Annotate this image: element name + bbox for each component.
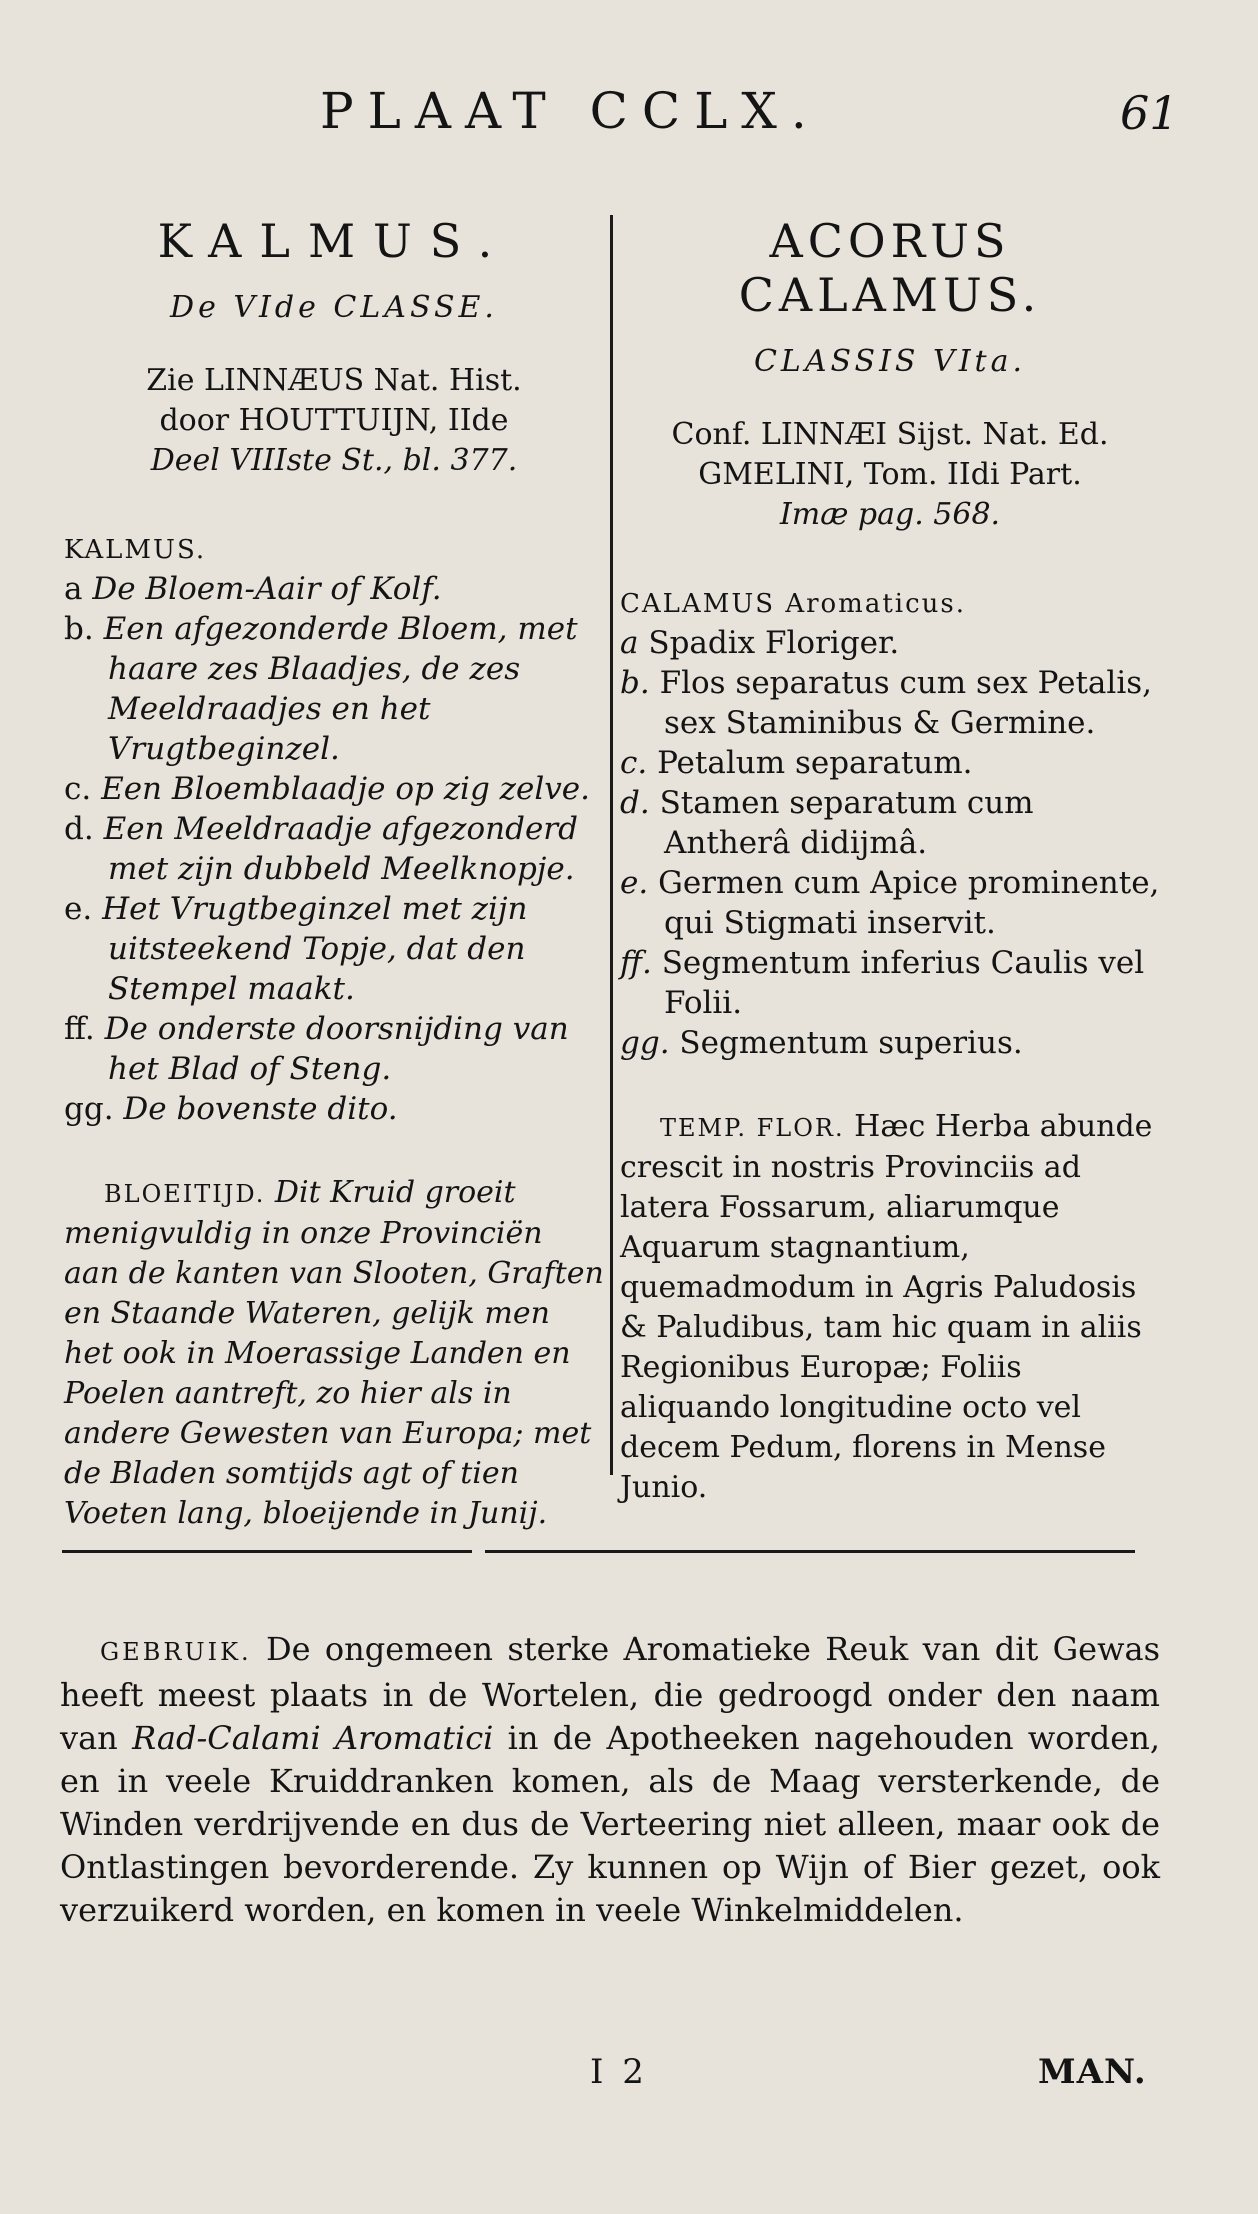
item-text: Het Vrugtbeginzel met zijn uitsteekend Topje, dat den Stempel maakt. <box>102 891 528 1007</box>
item-text: Een afgezonderde Bloem, met haare zes Blaadjes, de zes Meeldraadjes en het Vrugtbeginzel. <box>103 611 578 767</box>
item-text: Spadix Floriger. <box>648 625 900 661</box>
list-item <box>620 1023 1160 1063</box>
item-text: Een Meeldraadje afgezonderd met zijn dubbeld Meelknopje. <box>103 811 578 887</box>
list-item <box>620 663 1160 743</box>
page-number: 61 <box>1120 86 1179 140</box>
list-item <box>64 769 604 809</box>
ref-line: door HOUTTUIJN, IIde <box>159 403 509 438</box>
list-item <box>620 743 1160 783</box>
item-label: b. <box>64 611 94 647</box>
item-label: ff. <box>620 945 652 981</box>
item-label: d. <box>64 811 94 847</box>
item-text: De bovenste dito. <box>123 1091 398 1127</box>
catchword: MAN. <box>1038 2052 1147 2092</box>
usage-italic-term: Rad-Calami Aromatici <box>132 1719 494 1757</box>
ref-line: Conf. LINNÆI Sijst. Nat. Ed. <box>671 417 1109 452</box>
latin-items-heading: CALAMUS Aromaticus. <box>620 589 967 619</box>
usage-paragraph <box>60 1628 1160 1932</box>
item-label: d. <box>620 785 650 821</box>
dutch-column <box>64 200 604 1534</box>
ref-line: GMELINI, Tom. IIdi Part. <box>698 457 1082 492</box>
latin-heading: ACORUS CALAMUS. <box>738 214 1042 322</box>
dutch-reference <box>64 361 604 481</box>
item-text: Flos separatus cum sex Petalis, sex Staminibus & Germine. <box>659 665 1152 741</box>
item-text: Segmentum inferius Caulis vel Folii. <box>661 945 1145 1021</box>
item-label: e. <box>64 891 93 927</box>
latin-classe: CLASSIS VIta. <box>753 344 1027 379</box>
list-item <box>64 569 604 609</box>
item-label: c. <box>64 771 92 807</box>
item-label: a <box>64 571 83 607</box>
list-item <box>620 623 1160 663</box>
item-label: c. <box>620 745 648 781</box>
section-rule <box>485 1550 1135 1553</box>
list-item <box>620 783 1160 863</box>
item-label: b. <box>620 665 650 701</box>
usage-text: in de Apotheeken nagehouden worden, en in veele Kruiddranken komen, als de Maag versterkende, de Winden verdrijvende en dus de Verteering niet alleen, maar ook de Ontlastingen bevorderende. Zy kunnen op Wijn of Bier gezet, ook verzuikerd worden, en komen in veele Winkelmiddelen. <box>60 1719 1161 1929</box>
item-text: De onderste doorsnijding van het Blad of Steng. <box>104 1011 569 1087</box>
item-text: De Bloem-Aair of Kolf. <box>92 571 442 607</box>
list-item <box>620 943 1160 1023</box>
section-rule <box>62 1550 472 1553</box>
flowering-label: TEMP. FLOR. <box>660 1114 845 1142</box>
flowering-label: BLOEITIJD. <box>104 1180 266 1208</box>
signature-mark: I 2 <box>590 2052 648 2092</box>
list-item <box>64 609 604 769</box>
item-label: e. <box>620 865 649 901</box>
list-item <box>64 1009 604 1089</box>
list-item <box>64 1089 604 1129</box>
list-item <box>64 889 604 1009</box>
latin-column <box>620 200 1160 1508</box>
ref-line: Imæ pag. 568. <box>779 497 1001 532</box>
dutch-flowering-paragraph <box>64 1173 604 1534</box>
dutch-heading: KALMUS. <box>157 214 511 268</box>
latin-reference <box>620 415 1160 535</box>
item-text: Segmentum superius. <box>679 1025 1023 1061</box>
item-text: Petalum separatum. <box>657 745 973 781</box>
ref-line: Deel VIIIste St., bl. 377. <box>150 443 518 478</box>
dutch-items-heading: KALMUS. <box>64 535 207 565</box>
usage-label: GEBRUIK. <box>100 1638 252 1666</box>
plate-title: PLAAT CCLX. <box>320 82 821 140</box>
item-label: gg. <box>64 1091 114 1127</box>
ref-line: Zie LINNÆUS Nat. Hist. <box>146 363 522 398</box>
usage-text: De ongemeen sterke Aromatieke Reuk van dit Gewas heeft meest plaats in de Wortelen, die gedroogd onder den naam van <box>60 1630 1161 1757</box>
flowering-text: Hæc Herba abunde crescit in nostris Provinciis ad latera Fossarum, aliarumque Aquarum stagnantium, quemadmodum in Agris Paludosis & Paludibus, tam hic quam in aliis Regionibus Europæ; Foliis aliquando longitudine octo vel decem Pedum, florens in Mense Junio. <box>620 1109 1153 1505</box>
item-label: gg. <box>620 1025 670 1061</box>
flowering-text: Dit Kruid groeit menigvuldig in onze Provinciën aan de kanten van Slooten, Graften en Staande Wateren, gelijk men het ook in Moerassige Landen en Poelen aantreft, zo hier als in andere Gewesten van Europa; met de Bladen somtijds agt of tien Voeten lang, bloeijende in Junij. <box>64 1175 604 1531</box>
item-text: Stamen separatum cum Antherâ didijmâ. <box>659 785 1034 861</box>
list-item <box>64 809 604 889</box>
item-text: Een Bloemblaadje op zig zelve. <box>101 771 590 807</box>
item-text: Germen cum Apice prominente, qui Stigmati inservit. <box>658 865 1160 941</box>
list-item <box>620 863 1160 943</box>
item-label: a <box>620 625 639 661</box>
dutch-classe: De VIde CLASSE. <box>170 290 498 325</box>
item-label: ff. <box>64 1011 95 1047</box>
latin-flowering-paragraph <box>620 1107 1160 1508</box>
column-divider <box>610 215 613 1475</box>
